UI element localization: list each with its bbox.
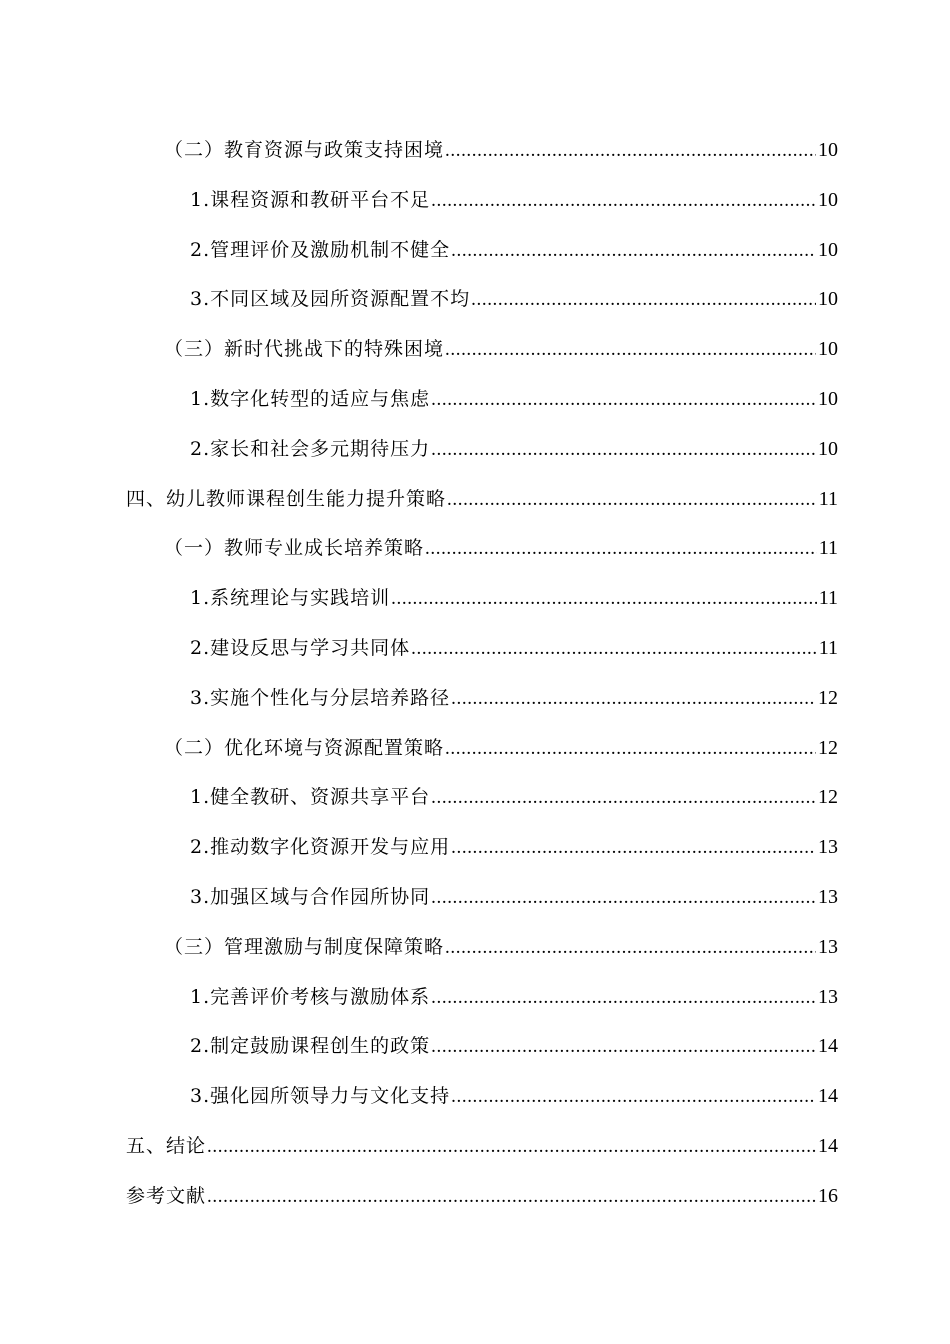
toc-page-number: 12	[818, 786, 838, 809]
toc-entry-title: 1.健全教研、资源共享平台	[190, 786, 431, 809]
table-of-contents	[126, 126, 838, 1222]
toc-dot-leader	[431, 773, 816, 823]
toc-entry-title: 3.强化园所领导力与文化支持	[190, 1085, 451, 1108]
toc-entry-title: 参考文献	[126, 1184, 207, 1207]
toc-dot-leader	[431, 176, 816, 226]
toc-dot-leader	[431, 873, 816, 923]
toc-page-number: 10	[818, 387, 838, 410]
toc-page-number: 10	[818, 437, 838, 460]
toc-dot-leader	[207, 1122, 816, 1172]
toc-entry[interactable]	[126, 226, 838, 276]
toc-dot-leader	[471, 275, 816, 325]
toc-entry-title: 1.数字化转型的适应与焦虑	[190, 387, 431, 410]
toc-page-number: 11	[818, 636, 838, 659]
toc-dot-leader	[207, 1172, 816, 1222]
toc-dot-leader	[451, 1072, 816, 1122]
toc-entry-title: 1.课程资源和教研平台不足	[190, 188, 431, 211]
toc-entry-title: （二）优化环境与资源配置策略	[164, 736, 445, 759]
toc-entry-title: 五、结论	[126, 1134, 207, 1157]
toc-dot-leader	[445, 325, 816, 375]
toc-entry[interactable]	[126, 973, 838, 1023]
toc-entry[interactable]	[126, 624, 838, 674]
toc-entry-title: （三）管理激励与制度保障策略	[164, 935, 445, 958]
toc-entry-title: 四、幼儿教师课程创生能力提升策略	[126, 487, 447, 510]
toc-page-number: 14	[818, 1085, 838, 1108]
toc-entry-title: 1.系统理论与实践培训	[190, 587, 391, 610]
toc-entry-title: 1.完善评价考核与激励体系	[190, 985, 431, 1008]
toc-dot-leader	[451, 674, 816, 724]
toc-page-number: 13	[818, 935, 838, 958]
toc-entry[interactable]	[126, 275, 838, 325]
toc-dot-leader	[451, 226, 816, 276]
toc-entry[interactable]	[126, 126, 838, 176]
toc-page-number: 10	[818, 139, 838, 161]
toc-page-number: 12	[818, 736, 838, 759]
toc-dot-leader	[431, 1022, 816, 1072]
toc-entry-title: （三）新时代挑战下的特殊困境	[164, 338, 445, 361]
toc-entry-title: 3.实施个性化与分层培养路径	[190, 686, 451, 709]
toc-dot-leader	[445, 724, 816, 774]
toc-entry[interactable]	[126, 823, 838, 873]
toc-entry[interactable]	[126, 1072, 838, 1122]
toc-page-number: 10	[818, 338, 838, 361]
toc-entry[interactable]	[126, 873, 838, 923]
toc-entry-title: 2.建设反思与学习共同体	[190, 636, 411, 659]
toc-entry-title: 2.制定鼓励课程创生的政策	[190, 1035, 431, 1058]
toc-entry[interactable]	[126, 724, 838, 774]
toc-entry[interactable]	[126, 325, 838, 375]
toc-dot-leader	[445, 126, 816, 176]
toc-page-number: 12	[818, 686, 838, 709]
toc-entry[interactable]	[126, 1022, 838, 1072]
toc-page-number: 13	[818, 836, 838, 859]
toc-entry[interactable]	[126, 1122, 838, 1172]
toc-entry[interactable]	[126, 674, 838, 724]
toc-entry[interactable]	[126, 574, 838, 624]
toc-entry[interactable]	[126, 375, 838, 425]
toc-entry[interactable]	[126, 923, 838, 973]
toc-entry[interactable]	[126, 524, 838, 574]
toc-entry[interactable]	[126, 773, 838, 823]
toc-page-number: 13	[818, 885, 838, 908]
toc-dot-leader	[431, 425, 816, 475]
toc-entry[interactable]	[126, 425, 838, 475]
toc-dot-leader	[391, 574, 817, 624]
toc-entry[interactable]	[126, 176, 838, 226]
toc-page-number: 13	[818, 985, 838, 1008]
toc-entry-title: 3.不同区域及园所资源配置不均	[190, 288, 471, 311]
toc-entry-title: 2.管理评价及激励机制不健全	[190, 238, 451, 261]
toc-page-number: 10	[818, 188, 838, 211]
toc-dot-leader	[431, 375, 816, 425]
toc-page-number: 14	[818, 1134, 838, 1157]
toc-page-number: 11	[818, 537, 838, 560]
toc-dot-leader	[451, 823, 816, 873]
toc-page-number: 11	[818, 587, 838, 610]
toc-dot-leader	[425, 524, 817, 574]
toc-entry-title: 2.家长和社会多元期待压力	[190, 437, 431, 460]
toc-entry-title: （一）教师专业成长培养策略	[164, 537, 425, 560]
toc-dot-leader	[445, 923, 816, 973]
toc-page-number: 11	[818, 487, 838, 510]
toc-dot-leader	[411, 624, 817, 674]
toc-page-number: 10	[818, 238, 838, 261]
toc-entry-title: 3.加强区域与合作园所协同	[190, 885, 431, 908]
toc-page-number: 14	[818, 1035, 838, 1058]
toc-dot-leader	[431, 973, 816, 1023]
toc-page-number: 10	[818, 288, 838, 311]
toc-entry[interactable]	[126, 475, 838, 525]
toc-entry-title: 2.推动数字化资源开发与应用	[190, 836, 451, 859]
toc-page-number: 16	[818, 1184, 838, 1207]
toc-dot-leader	[447, 475, 817, 525]
toc-entry-title: （二）教育资源与政策支持困境	[164, 139, 445, 161]
toc-entry[interactable]	[126, 1172, 838, 1222]
